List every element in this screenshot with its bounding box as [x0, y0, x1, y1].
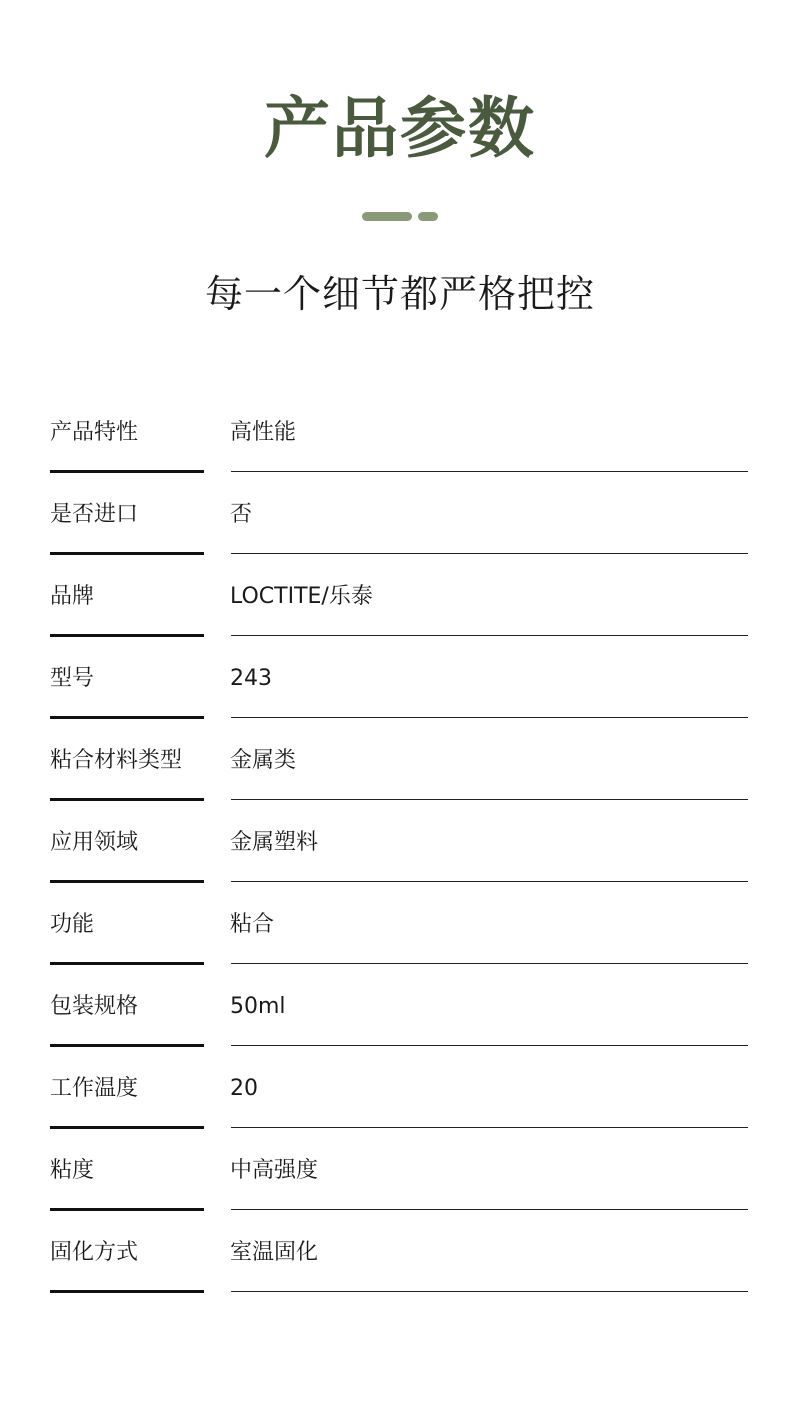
- spec-value: 高性能: [230, 420, 297, 445]
- value-underline: [231, 799, 748, 800]
- spec-value: 否: [230, 502, 253, 527]
- value-underline: [231, 553, 748, 554]
- spec-row: [0, 720, 800, 802]
- label-underline: [50, 634, 204, 637]
- value-underline: [231, 881, 748, 882]
- value-underline: [231, 1127, 748, 1128]
- label-underline: [50, 470, 204, 473]
- value-underline: [231, 1291, 748, 1292]
- label-underline: [50, 880, 204, 883]
- spec-row: [0, 1130, 800, 1212]
- value-underline: [231, 1209, 748, 1210]
- spec-label: 功能: [50, 912, 95, 937]
- value-underline: [231, 717, 748, 718]
- label-underline: [50, 962, 204, 965]
- spec-value: LOCTITE/乐泰: [230, 584, 373, 609]
- spec-row: [0, 1212, 800, 1294]
- spec-row: [0, 392, 800, 474]
- spec-row: [0, 884, 800, 966]
- spec-label: 品牌: [50, 584, 95, 609]
- label-underline: [50, 1290, 204, 1293]
- value-underline: [231, 635, 748, 636]
- label-underline: [50, 798, 204, 801]
- spec-value: 金属类: [230, 748, 297, 773]
- spec-label: 型号: [50, 666, 95, 691]
- spec-row: [0, 802, 800, 884]
- spec-row: [0, 474, 800, 556]
- spec-value: 中高强度: [230, 1158, 319, 1183]
- label-underline: [50, 1208, 204, 1211]
- label-underline: [50, 552, 204, 555]
- spec-value: 金属塑料: [230, 830, 319, 855]
- spec-row: [0, 966, 800, 1048]
- spec-label: 粘合材料类型: [50, 748, 183, 773]
- spec-label: 粘度: [50, 1158, 95, 1183]
- spec-row: [0, 1048, 800, 1130]
- spec-value: 室温固化: [230, 1240, 319, 1265]
- label-underline: [50, 716, 204, 719]
- spec-table: [0, 392, 800, 1294]
- spec-value: 50ml: [230, 994, 286, 1019]
- spec-value: 243: [230, 666, 272, 691]
- spec-label: 是否进口: [50, 502, 139, 527]
- label-underline: [50, 1126, 204, 1129]
- page-title: 产品参数: [264, 90, 536, 167]
- spec-label: 包装规格: [50, 994, 139, 1019]
- value-underline: [231, 1045, 748, 1046]
- spec-value: 20: [230, 1076, 258, 1101]
- spec-row: [0, 556, 800, 638]
- spec-row: [0, 638, 800, 720]
- accent-bar-short: [418, 212, 438, 221]
- spec-value: 粘合: [230, 912, 275, 937]
- page-subtitle: 每一个细节都严格把控: [204, 272, 595, 316]
- value-underline: [231, 471, 748, 472]
- spec-label: 工作温度: [50, 1076, 139, 1101]
- label-underline: [50, 1044, 204, 1047]
- spec-label: 固化方式: [50, 1240, 139, 1265]
- spec-label: 产品特性: [50, 420, 139, 445]
- spec-label: 应用领域: [50, 830, 139, 855]
- value-underline: [231, 963, 748, 964]
- accent-bar-long: [362, 212, 412, 221]
